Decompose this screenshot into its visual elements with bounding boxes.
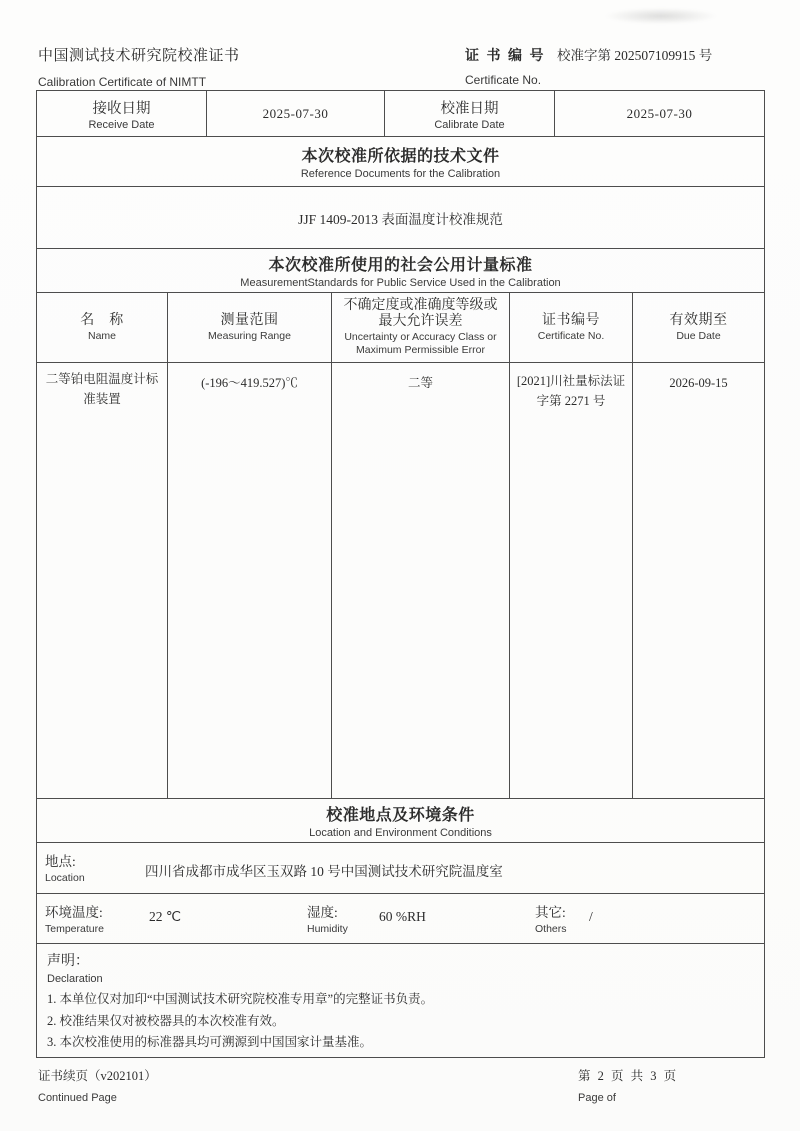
- declaration-item-1: 1. 本单位仅对加印“中国测试技术研究院校准专用章”的完整证书负责。: [47, 992, 434, 1006]
- calibrate-date-label-en: Calibrate Date: [434, 118, 505, 131]
- standards-section-title: [37, 249, 764, 293]
- standards-table-header: [37, 293, 764, 363]
- declaration-item-2: 2. 校准结果仅对被校器具的本次校准有效。: [47, 1013, 285, 1028]
- column-header-range: [168, 293, 332, 362]
- column-header-uncertainty-cn-line1: 不确定度或准确度等级或: [343, 298, 498, 313]
- scan-artifact: [606, 8, 716, 24]
- others-label-cn: 其它:: [535, 905, 566, 920]
- column-header-certno-en: Certificate No.: [537, 330, 605, 342]
- column-header-range-en: Measuring Range: [208, 330, 291, 342]
- column-header-name-cn: 名 称: [80, 313, 124, 328]
- reference-title-cn: 本次校准所依据的技术文件: [301, 148, 500, 165]
- footer-continued-en: Continued Page: [38, 1092, 117, 1104]
- others-value: /: [589, 909, 593, 924]
- receive-date-label-cn: 接收日期: [92, 100, 151, 117]
- certificate-body: [36, 90, 765, 1058]
- temperature-value: 22 ℃: [149, 909, 182, 924]
- location-label-cn: 地点:: [45, 854, 76, 869]
- reference-section-title: [37, 137, 764, 187]
- environment-row: [37, 894, 764, 944]
- standard-name-cell: 二等铂电阻温度计标准装置: [37, 363, 168, 798]
- date-row: [37, 91, 764, 137]
- column-header-uncertainty-en-line1: Uncertainty or Accuracy Class or: [344, 331, 497, 343]
- certificate-no-label-cn: 证 书 编 号: [465, 49, 546, 64]
- standards-title-en: MeasurementStandards for Public Service Used in the Calibration: [240, 277, 561, 289]
- calibrate-date-label-cn: 校准日期: [440, 100, 499, 117]
- standards-title-cn: 本次校准所使用的社会公用计量标准: [268, 257, 533, 274]
- column-header-due: [633, 293, 764, 362]
- column-header-name-en: Name: [87, 330, 116, 342]
- humidity-label: [307, 901, 348, 935]
- declaration-section: [37, 944, 764, 1057]
- temperature-label-cn: 环境温度:: [45, 905, 103, 920]
- column-header-certno: [510, 293, 633, 362]
- humidity-value: 60 %RH: [379, 909, 426, 924]
- document-title-cn: 中国测试技术研究院校准证书: [38, 48, 240, 64]
- location-label: [45, 850, 85, 884]
- declaration-label-en: Declaration: [47, 973, 103, 985]
- location-row: [37, 843, 764, 894]
- column-header-due-en: Due Date: [676, 330, 721, 342]
- standard-accuracy-cell: 二等: [332, 363, 510, 798]
- column-header-uncertainty-en-line2: Maximum Permissible Error: [356, 344, 485, 356]
- temperature-label-en: Temperature: [45, 923, 104, 935]
- standard-range-cell: (-196～419.527)℃: [168, 363, 332, 798]
- reference-title-en: Reference Documents for the Calibration: [300, 168, 501, 180]
- environment-title-en: Location and Environment Conditions: [309, 827, 492, 839]
- calibrate-date-value: 2025-07-30: [626, 105, 693, 121]
- footer-page-number-cn: 第 2 页 共 3 页: [578, 1069, 679, 1083]
- environment-section-title: [37, 799, 764, 843]
- others-label: [535, 901, 567, 935]
- calibrate-date-value-cell: [555, 91, 764, 136]
- standards-table-row: [37, 363, 764, 799]
- column-header-uncertainty: [332, 293, 510, 362]
- environment-title-cn: 校准地点及环境条件: [326, 807, 475, 824]
- certificate-no-label-en: Certificate No.: [465, 73, 542, 87]
- header-right: [465, 44, 712, 87]
- footer-page-number: [578, 1066, 678, 1104]
- calibrate-date-label-cell: [385, 91, 555, 136]
- location-value: 四川省成都市成华区玉双路 10 号中国测试技术研究院温度室: [145, 864, 503, 879]
- page-header: [38, 44, 768, 89]
- receive-date-value-cell: [207, 91, 385, 136]
- column-header-due-cn: 有效期至: [669, 313, 728, 328]
- footer-continued-cn: 证书续页（v202101）: [38, 1069, 157, 1083]
- declaration-item-3: 3. 本次校准使用的标准器具均可溯源到中国国家计量基准。: [47, 1035, 373, 1049]
- temperature-label: [45, 901, 104, 935]
- receive-date-label-cell: [37, 91, 207, 136]
- footer-continued-page: [38, 1066, 157, 1104]
- declaration-label-cn: 声明：: [47, 954, 89, 969]
- column-header-certno-cn: 证书编号: [542, 313, 600, 328]
- column-header-name: [37, 293, 168, 362]
- reference-document-cell: [37, 187, 764, 249]
- receive-date-label-en: Receive Date: [88, 118, 155, 131]
- standard-certno-cell: [2021]川社量标法证字第 2271 号: [510, 363, 633, 798]
- reference-document-text: JJF 1409-2013 表面温度计校准规范: [298, 211, 503, 227]
- humidity-label-en: Humidity: [307, 923, 348, 935]
- humidity-label-cn: 湿度:: [307, 905, 338, 920]
- footer-page-number-en: Page of: [578, 1092, 616, 1104]
- certificate-no-value: 校准字第 202507109915 号: [557, 48, 713, 63]
- document-title-en: Calibration Certificate of NIMTT: [38, 75, 207, 89]
- column-header-range-cn: 测量范围: [220, 313, 279, 328]
- column-header-uncertainty-cn-line2: 最大允许误差: [378, 314, 463, 329]
- standard-due-date-cell: 2026-09-15: [669, 376, 728, 390]
- certificate-number-line: [465, 44, 712, 65]
- receive-date-value: 2025-07-30: [262, 105, 329, 121]
- location-label-en: Location: [45, 872, 85, 884]
- others-label-en: Others: [535, 923, 567, 935]
